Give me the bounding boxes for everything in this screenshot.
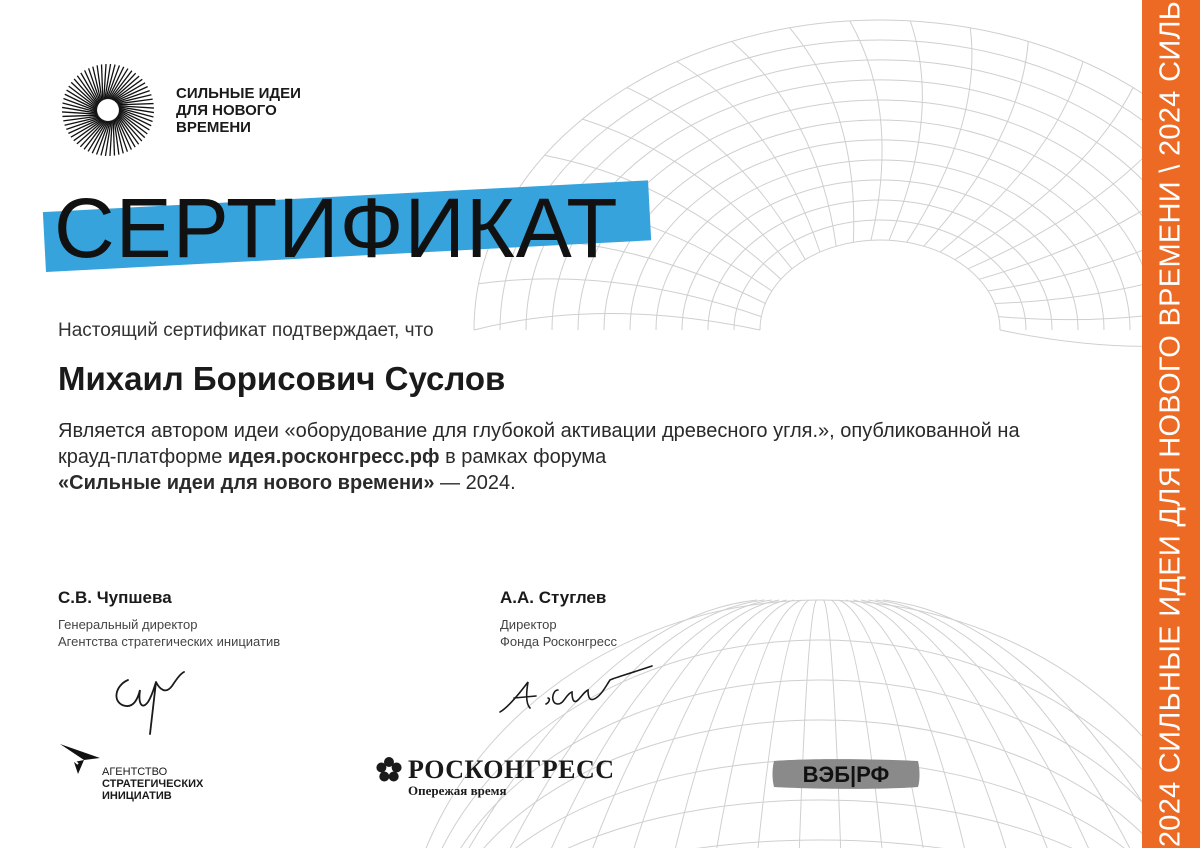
roscongress-flower-icon (374, 755, 404, 785)
signer-1-position-line2: Агентства стратегических инициатив (58, 634, 281, 649)
asi-logo-line3: ИНИЦИАТИВ (102, 790, 172, 802)
roscongress-slogan: Опережая время (408, 783, 507, 798)
roscongress-logo (374, 755, 615, 799)
signature-2-icon (492, 660, 662, 720)
signer-1-position (58, 616, 280, 650)
recipient-name: Михаил Борисович Суслов (58, 360, 506, 397)
platform-link-text: идея.росконгресс.рф (227, 446, 440, 468)
asi-logo-line1: АГЕНТСТВО (102, 766, 168, 778)
signer-1-name: С.В. Чупшева (58, 588, 172, 607)
certificate-title: СЕРТИФИКАТ (54, 181, 619, 275)
side-strip (1142, 0, 1200, 848)
forum-logo-text: СИЛЬНЫЕ ИДЕИ ДЛЯ НОВОГО ВРЕМЕНИ (176, 84, 301, 136)
signer-1-position-line1: Генеральный директор (58, 617, 198, 632)
confirm-text: Настоящий сертификат подтверждает, что (58, 320, 434, 341)
signer-2-position (500, 616, 617, 650)
description-part3: — 2024. (434, 472, 516, 494)
forum-logo (58, 60, 301, 160)
signer-2-position-line2: Фонда Росконгресс (500, 634, 617, 649)
roscongress-name: РОСКОНГРЕСС (408, 755, 615, 784)
side-strip-text: 2024 СИЛЬНЫЕ ИДЕИ ДЛЯ НОВОГО ВРЕМЕНИ \ 2024 СИЛЬ (1154, 0, 1187, 848)
signature-1-icon (100, 660, 200, 740)
description-part2: в рамках форума (439, 446, 607, 468)
sunburst-icon (58, 60, 158, 160)
asi-logo-line2: СТРАТЕГИЧЕСКИХ (102, 778, 204, 790)
signer-2 (500, 588, 617, 650)
asi-logo (58, 742, 203, 802)
asi-arrow-icon (58, 742, 102, 776)
veb-rf-text: ВЭБ|РФ (802, 762, 890, 787)
description-part1: Является автором идеи «оборудование для глубокой активации древесного угля.», опубликованной на крауд-платформе (58, 420, 1020, 468)
signer-2-name: А.А. Стуглев (500, 588, 607, 607)
certificate-description (58, 418, 1058, 496)
veb-rf-logo (770, 757, 922, 791)
signer-2-position-line1: Директор (500, 617, 557, 632)
signer-1 (58, 588, 280, 650)
forum-name: «Сильные идеи для нового времени» (58, 472, 435, 494)
